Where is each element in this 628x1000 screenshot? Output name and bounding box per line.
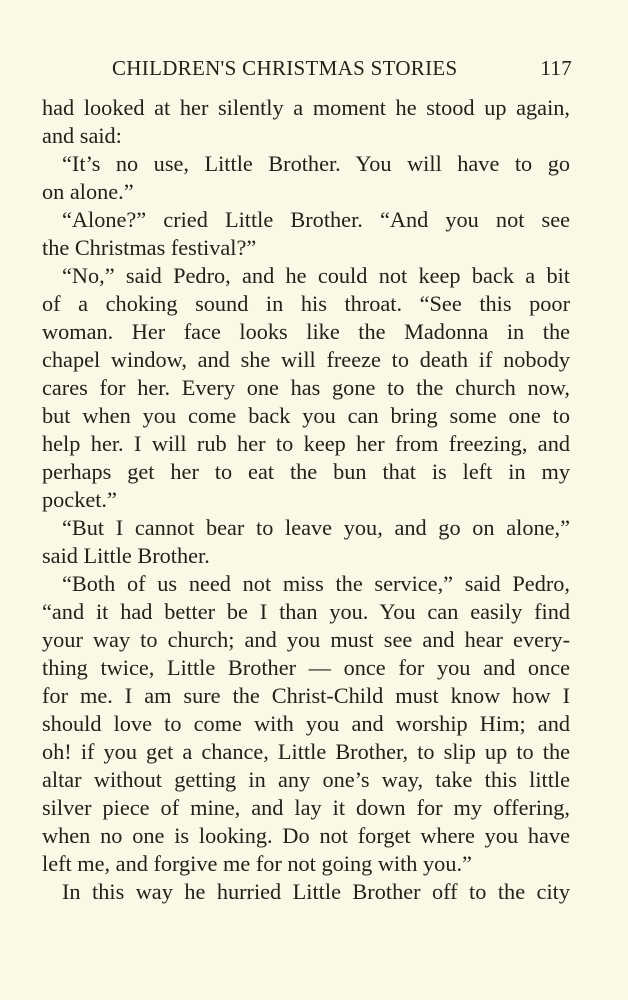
- text-line: had looked at her silently a moment he stood up again,: [42, 95, 570, 120]
- text-line: said Little Brother.: [42, 543, 210, 568]
- text-line: oh! if you get a chance, Little Brother, to slip up to the: [42, 739, 570, 764]
- text-line: “It’s no use, Little Brother. You will have to go: [62, 151, 570, 176]
- text-line: when no one is looking. Do not forget where you have: [42, 823, 570, 848]
- text-line: “Both of us need not miss the service,” said Pedro,: [62, 571, 570, 596]
- text-line: silver piece of mine, and lay it down for my offering,: [42, 795, 570, 820]
- text-line: thing twice, Little Brother — once for you and once: [42, 655, 570, 680]
- text-line: left me, and forgive me for not going with you.”: [42, 851, 472, 876]
- text-line: “Alone?” cried Little Brother. “And you not see: [62, 207, 570, 232]
- text-line: and said:: [42, 123, 122, 148]
- page-number: 117: [540, 56, 572, 80]
- text-line: “and it had better be I than you. You can easily find: [42, 599, 570, 624]
- text-line: pocket.”: [42, 487, 117, 512]
- text-line: should love to come with you and worship Him; and: [42, 711, 570, 736]
- text-line: chapel window, and she will freeze to death if nobody: [42, 347, 570, 372]
- text-line: altar without getting in any one’s way, take this little: [42, 767, 570, 792]
- text-line: but when you come back you can bring some one to: [42, 403, 570, 428]
- text-line: cares for her. Every one has gone to the church now,: [42, 375, 570, 400]
- text-line: your way to church; and you must see and hear every-: [42, 627, 570, 652]
- running-header: [112, 56, 572, 88]
- text-line: “But I cannot bear to leave you, and go on alone,”: [62, 515, 570, 540]
- text-line: In this way he hurried Little Brother off to the city: [62, 879, 570, 904]
- text-line: of a choking sound in his throat. “See this poor: [42, 291, 570, 316]
- text-line: woman. Her face looks like the Madonna in the: [42, 319, 570, 344]
- running-title: CHILDREN'S CHRISTMAS STORIES: [112, 56, 458, 80]
- text-line: the Christmas festival?”: [42, 235, 257, 260]
- text-line: “No,” said Pedro, and he could not keep back a bit: [62, 263, 570, 288]
- text-line: for me. I am sure the Christ-Child must know how I: [42, 683, 570, 708]
- text-line: perhaps get her to eat the bun that is left in my: [42, 459, 570, 484]
- text-line: help her. I will rub her to keep her from freezing, and: [42, 431, 570, 456]
- text-line: on alone.”: [42, 179, 134, 204]
